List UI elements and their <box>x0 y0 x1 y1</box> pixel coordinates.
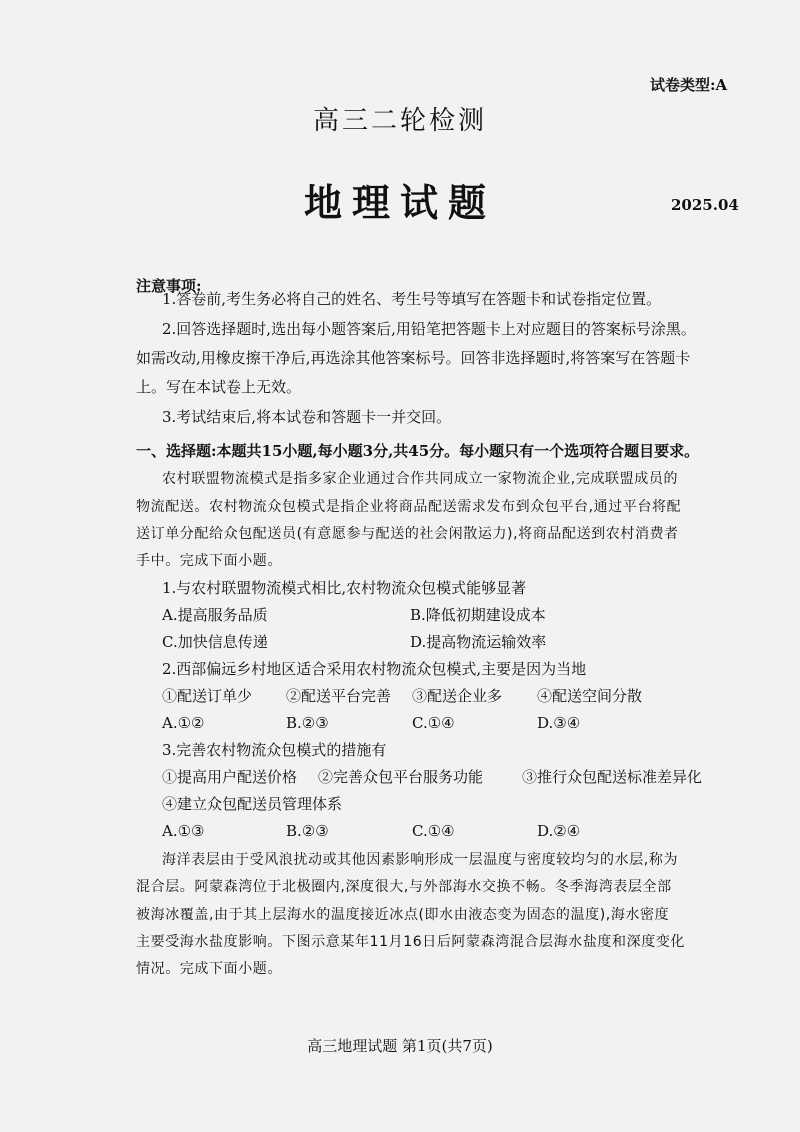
option-a: A.提高服务品质 <box>162 606 268 624</box>
passage-line: 手中。完成下面小题。 <box>136 553 282 569</box>
passage-line: 混合层。阿蒙森湾位于北极圈内,深度很大,与外部海水交换不畅。冬季海湾表层全部 <box>136 879 672 895</box>
option-c: C.①④ <box>412 822 455 840</box>
option-c: C.①④ <box>412 714 455 732</box>
option-b: B.②③ <box>286 714 329 732</box>
question-stem: 2.西部偏远乡村地区适合采用农村物流众包模式,主要是因为当地 <box>162 660 587 678</box>
notice-line: 1.答卷前,考生务必将自己的姓名、考生号等填写在答题卡和试卷指定位置。 <box>162 290 662 308</box>
passage-line: 海洋表层由于受风浪扰动或其他因素影响形成一层温度与密度较均匀的水层,称为 <box>162 852 679 868</box>
statement-item: ④建立众包配送员管理体系 <box>162 795 343 813</box>
exam-subtitle: 高三二轮检测 <box>312 106 487 136</box>
option-b: B.②③ <box>286 822 329 840</box>
question-stem: 1.与农村联盟物流模式相比,农村物流众包模式能够显著 <box>162 579 527 597</box>
passage-line: 物流配送。农村物流众包模式是指企业将商品配送需求发布到众包平台,通过平台将配 <box>136 499 682 515</box>
passage-line: 送订单分配给众包配送员(有意愿参与配送的社会闲散运力),将商品配送到农村消费者 <box>136 526 679 542</box>
question-stem: 3.完善农村物流众包模式的措施有 <box>162 741 387 759</box>
statement-item: ①配送订单少 <box>162 687 253 705</box>
passage-line: 被海冰覆盖,由于其上层海水的温度接近冰点(即水由液态变为固态的温度),海水密度 <box>136 907 670 923</box>
notice-line: 3.考试结束后,将本试卷和答题卡一并交回。 <box>162 408 452 426</box>
statement-item: ③推行众包配送标准差异化 <box>522 768 703 786</box>
option-d: D.提高物流运输效率 <box>410 633 547 651</box>
passage-line: 农村联盟物流模式是指多家企业通过合作共同成立一家物流企业,完成联盟成员的 <box>162 471 679 487</box>
page-footer: 高三地理试题 第1页(共7页) <box>307 1037 493 1055</box>
option-d: D.②④ <box>537 822 581 840</box>
notice-line: 2.回答选择题时,选出每小题答案后,用铅笔把答题卡上对应题目的答案标号涂黑。 <box>162 320 696 338</box>
passage-line: 情况。完成下面小题。 <box>136 961 282 977</box>
page-title: 地理试题 <box>303 180 496 225</box>
statement-item: ③配送企业多 <box>412 687 503 705</box>
option-b: B.降低初期建设成本 <box>410 606 546 624</box>
notice-line: 如需改动,用橡皮擦干净后,再选涂其他答案标号。回答非选择题时,将答案写在答题卡 <box>136 349 691 367</box>
option-a: A.①② <box>162 714 205 732</box>
statement-item: ①提高用户配送价格 <box>162 768 298 786</box>
exam-date: 2025.04 <box>671 196 739 214</box>
section-heading: 一、选择题:本题共15小题,每小题3分,共45分。每小题只有一个选项符合题目要求。 <box>136 442 700 460</box>
paper-type-label: 试卷类型:A <box>650 76 728 94</box>
notice-heading: 注意事项: <box>136 277 202 295</box>
option-d: D.③④ <box>537 714 581 732</box>
statement-item: ④配送空间分散 <box>537 687 643 705</box>
statement-item: ②完善众包平台服务功能 <box>318 768 484 786</box>
passage-line: 主要受海水盐度影响。下图示意某年11月16日后阿蒙森湾混合层海水盐度和深度变化 <box>136 934 686 950</box>
notice-line: 上。写在本试卷上无效。 <box>136 378 302 396</box>
statement-item: ②配送平台完善 <box>286 687 392 705</box>
option-c: C.加快信息传递 <box>162 633 268 651</box>
option-a: A.①③ <box>162 822 205 840</box>
